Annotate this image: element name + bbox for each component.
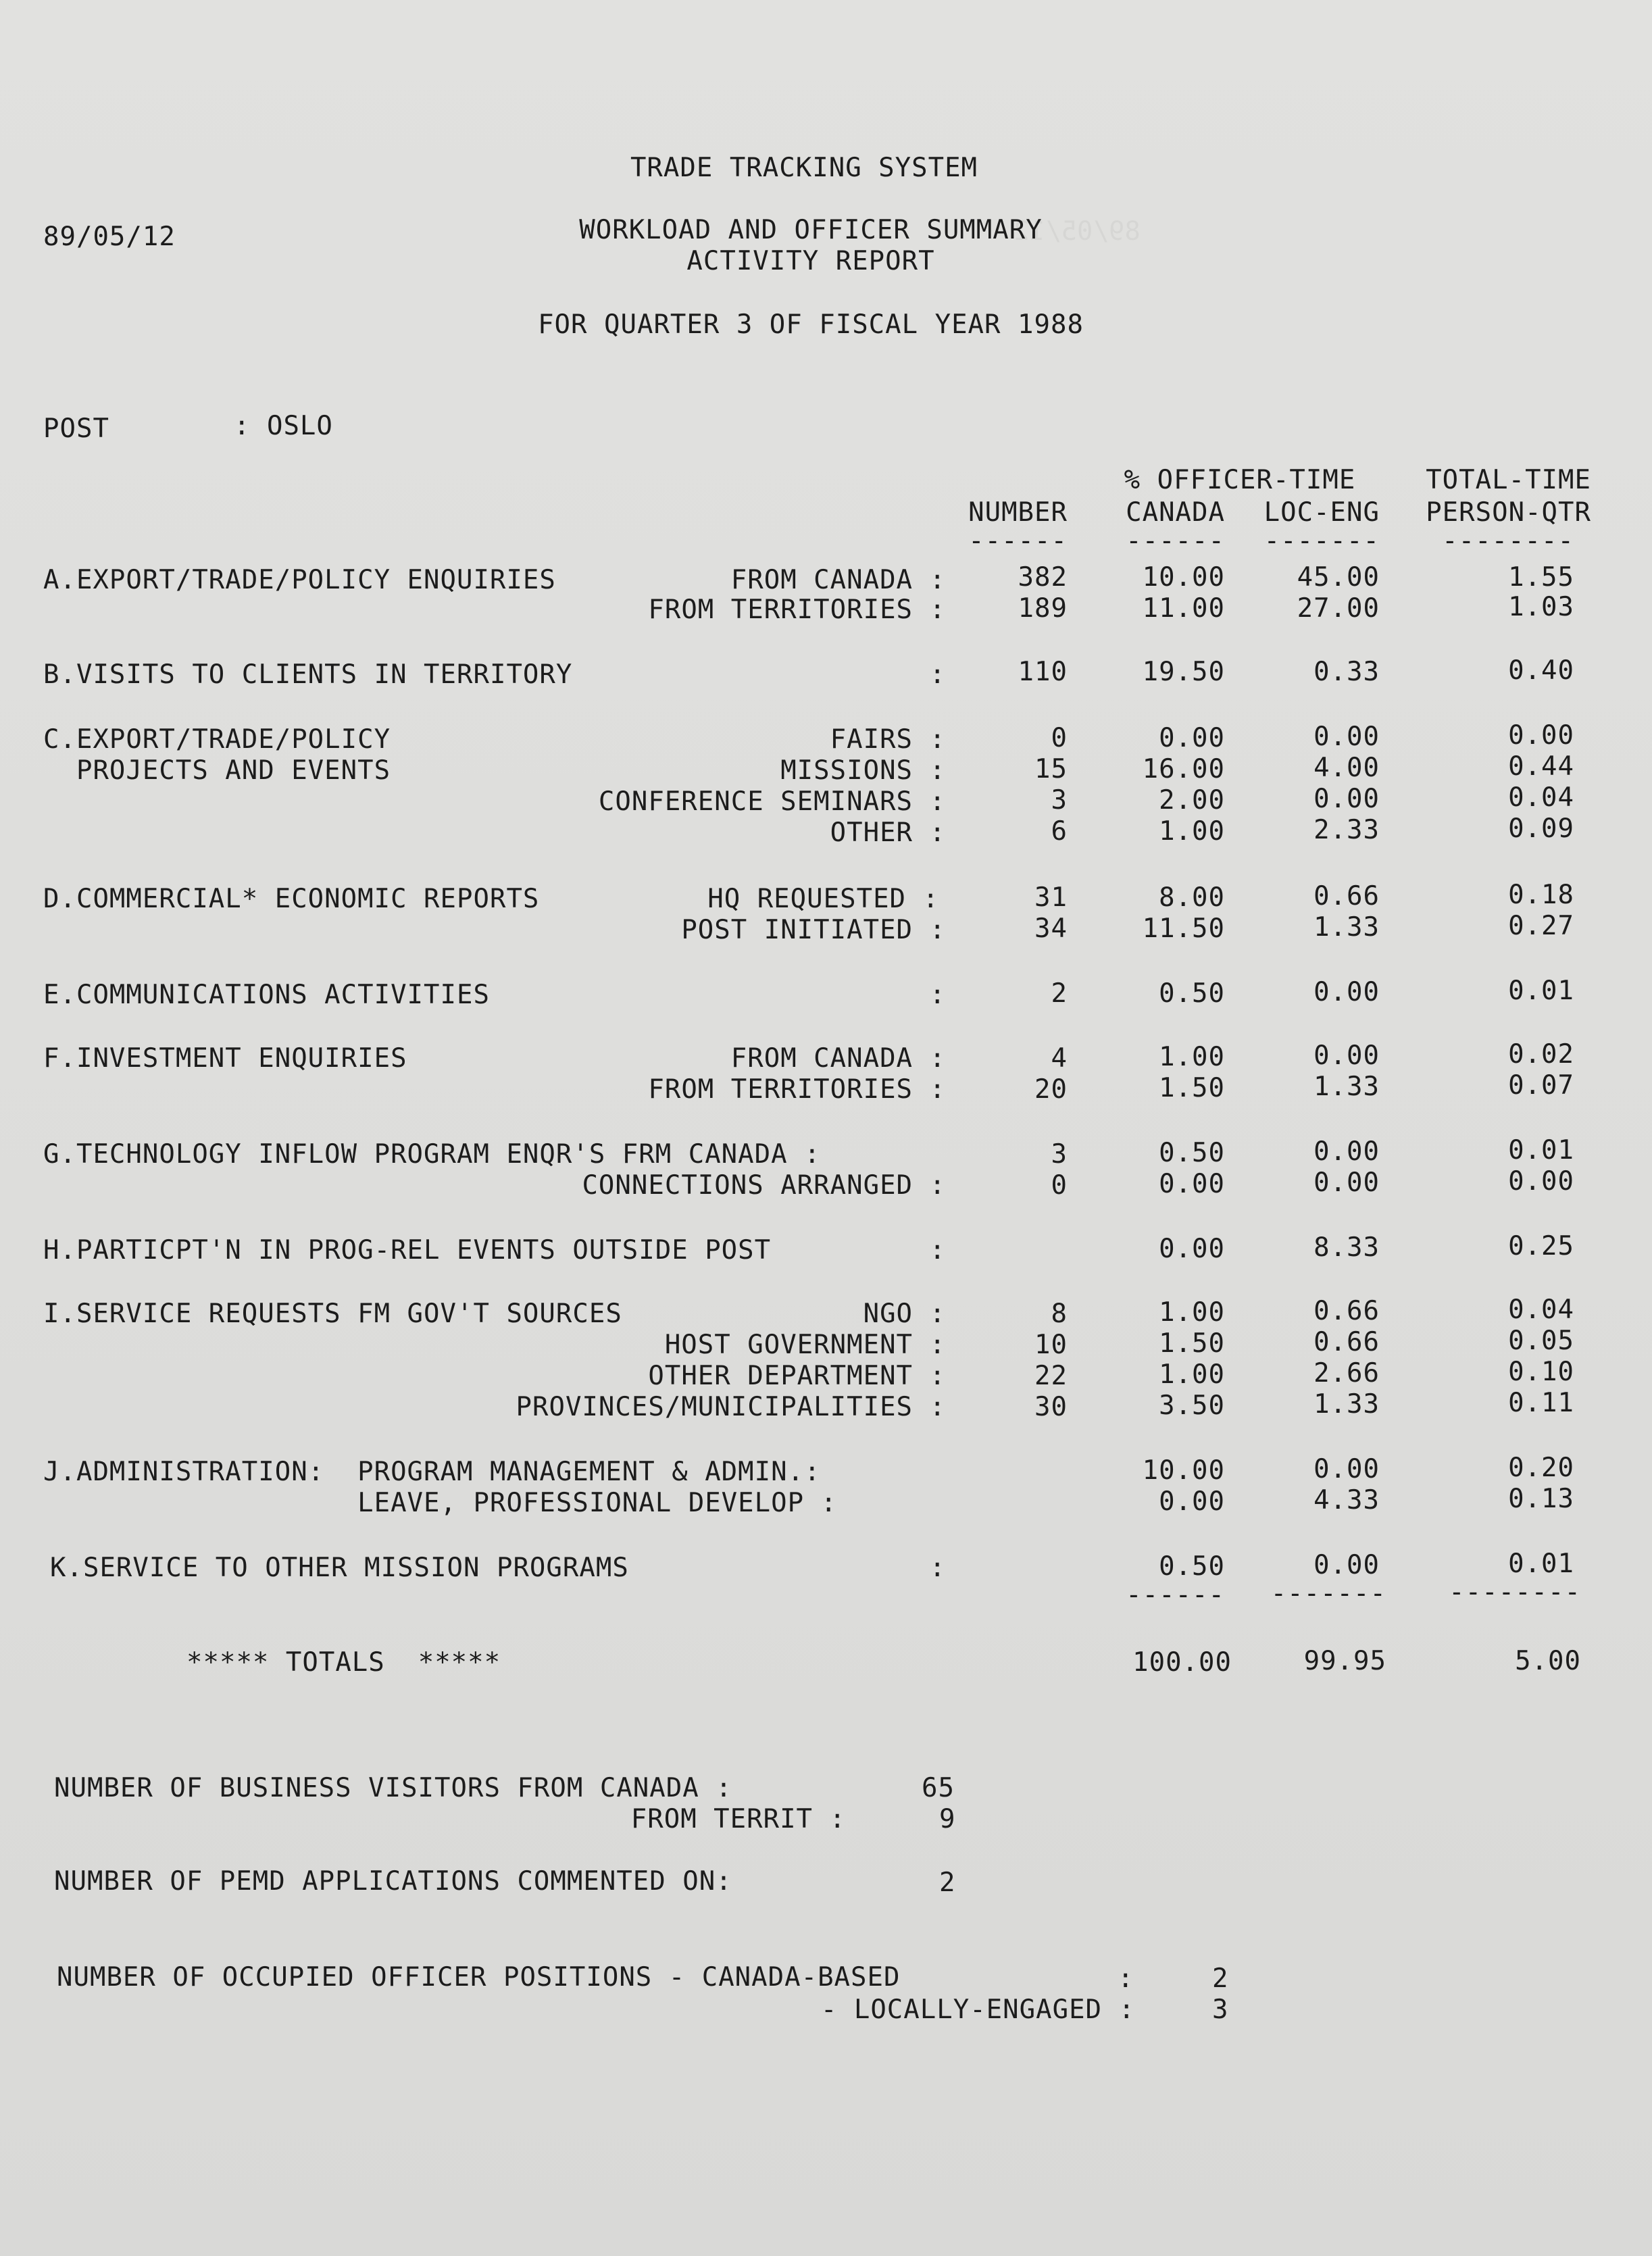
report-period: FOR QUARTER 3 OF FISCAL YEAR 1988	[538, 309, 1084, 340]
row-i-otherdept-sub: OTHER DEPARTMENT :	[648, 1361, 946, 1391]
row-c-missions-pct-canada: 16.00	[1142, 754, 1225, 784]
row-a-territories-number: 189	[1018, 593, 1068, 624]
row-i-host-number: 10	[1034, 1330, 1068, 1360]
rule-canada: ------	[1126, 526, 1225, 556]
system-title: TRADE TRACKING SYSTEM	[630, 153, 978, 183]
row-b-pct-canada: 19.50	[1142, 657, 1225, 687]
row-i-label: I.SERVICE REQUESTS FM GOV'T SOURCES	[43, 1299, 622, 1329]
row-i-provinces-person-qtr: 0.11	[1508, 1388, 1574, 1418]
row-h-person-qtr: 0.25	[1508, 1231, 1574, 1261]
row-g-connections-number: 0	[1051, 1170, 1068, 1201]
row-c-conference-pct-canada: 2.00	[1159, 785, 1225, 816]
row-d-post-pct-loceng: 1.33	[1313, 912, 1380, 943]
row-e-pct-loceng: 0.00	[1313, 977, 1380, 1007]
row-d-post-sub: POST INITIATED :	[681, 915, 946, 945]
row-k-person-qtr: 0.01	[1508, 1549, 1574, 1579]
row-f-label: F.INVESTMENT ENQUIRIES	[43, 1043, 407, 1074]
canada-header: CANADA	[1126, 497, 1225, 528]
row-c-conference-person-qtr: 0.04	[1508, 782, 1574, 813]
row-b-person-qtr: 0.40	[1508, 655, 1574, 686]
officer-positions-cb-colon: :	[1118, 1963, 1134, 1994]
row-b-sub: :	[929, 659, 946, 690]
totals-pct-canada: 100.00	[1132, 1647, 1232, 1678]
row-c-conference-number: 3	[1051, 785, 1068, 816]
total-time-header: TOTAL-TIME	[1426, 465, 1591, 495]
row-c-missions-pct-loceng: 4.00	[1313, 753, 1380, 783]
row-d-hq-sub: HQ REQUESTED :	[707, 884, 939, 914]
row-i-provinces-number: 30	[1034, 1392, 1068, 1422]
totals-label: ***** TOTALS *****	[186, 1647, 501, 1678]
row-j-leave-person-qtr: 0.13	[1508, 1484, 1574, 1514]
row-i-provinces-pct-loceng: 1.33	[1313, 1389, 1380, 1420]
business-visitors-territ-label: FROM TERRIT :	[630, 1804, 846, 1834]
row-c-fairs-person-qtr: 0.00	[1508, 720, 1574, 751]
pemd-applications-label: NUMBER OF PEMD APPLICATIONS COMMENTED ON:	[54, 1866, 732, 1897]
officer-positions-canada-based: 2	[1212, 1963, 1229, 1994]
row-i-otherdept-number: 22	[1034, 1361, 1068, 1391]
row-j-leave-pct-canada: 0.00	[1159, 1486, 1225, 1517]
row-g-connections-person-qtr: 0.00	[1508, 1166, 1574, 1197]
row-c-label-2: PROJECTS AND EVENTS	[43, 755, 391, 786]
row-g-number: 3	[1051, 1139, 1068, 1170]
row-a-canada-pct-canada: 10.00	[1142, 562, 1225, 593]
row-k-label: K.SERVICE TO OTHER MISSION PROGRAMS	[50, 1553, 629, 1583]
pct-officer-time-header: % OFFICER-TIME	[1124, 465, 1356, 495]
row-e-pct-canada: 0.50	[1159, 978, 1225, 1009]
post-label: POST	[43, 413, 109, 444]
row-g-connections-pct-canada: 0.00	[1159, 1169, 1225, 1199]
officer-positions-le-label: - LOCALLY-ENGAGED :	[820, 1995, 1135, 2025]
row-f-territories-sub: FROM TERRITORIES :	[648, 1074, 946, 1105]
row-c-fairs-pct-canada: 0.00	[1159, 723, 1225, 753]
row-g-connections-sub: CONNECTIONS ARRANGED :	[582, 1170, 946, 1201]
row-b-pct-loceng: 0.33	[1313, 657, 1380, 687]
row-c-fairs-sub: FAIRS :	[830, 724, 946, 755]
row-c-fairs-pct-loceng: 0.00	[1313, 722, 1380, 752]
row-i-host-pct-canada: 1.50	[1159, 1328, 1225, 1359]
row-a-canada-person-qtr: 1.55	[1508, 562, 1574, 593]
row-c-conference-sub: CONFERENCE SEMINARS :	[598, 786, 946, 817]
row-c-missions-number: 15	[1034, 754, 1068, 784]
row-h-pct-loceng: 8.33	[1313, 1232, 1380, 1263]
row-c-other-pct-canada: 1.00	[1159, 816, 1225, 847]
row-i-otherdept-person-qtr: 0.10	[1508, 1357, 1574, 1387]
business-visitors-territ: 9	[939, 1804, 956, 1834]
rule-number: ------	[968, 526, 1068, 556]
row-d-hq-pct-loceng: 0.66	[1313, 881, 1380, 911]
row-j-leave-pct-loceng: 4.33	[1313, 1485, 1380, 1515]
row-c-fairs-number: 0	[1051, 723, 1068, 753]
post-value: : OSLO	[234, 411, 333, 441]
row-g-connections-pct-loceng: 0.00	[1313, 1168, 1380, 1198]
row-g-person-qtr: 0.01	[1508, 1135, 1574, 1165]
report-date: 89/05/12	[43, 222, 176, 252]
row-c-other-sub: OTHER :	[830, 818, 946, 848]
row-i-provinces-pct-canada: 3.50	[1159, 1390, 1225, 1421]
row-a-canada-number: 382	[1018, 562, 1068, 593]
row-g-pct-loceng: 0.00	[1313, 1136, 1380, 1167]
totals-rule-person-qtr: --------	[1449, 1577, 1581, 1607]
row-k-pct-canada: 0.50	[1159, 1551, 1225, 1582]
row-d-hq-pct-canada: 8.00	[1159, 882, 1225, 913]
row-h-pct-canada: 0.00	[1159, 1234, 1225, 1264]
business-visitors-canada: 65	[922, 1773, 955, 1803]
pemd-applications-value: 2	[939, 1868, 956, 1898]
row-a-territories-pct-loceng: 27.00	[1297, 593, 1380, 624]
row-j-mgmt-pct-loceng: 0.00	[1313, 1454, 1380, 1484]
row-a-territories-pct-canada: 11.00	[1142, 593, 1225, 624]
row-e-number: 2	[1051, 978, 1068, 1009]
row-i-host-pct-loceng: 0.66	[1313, 1327, 1380, 1357]
row-a-canada-sub: FROM CANADA :	[730, 565, 946, 595]
row-f-territories-pct-canada: 1.50	[1159, 1073, 1225, 1103]
row-i-host-person-qtr: 0.05	[1508, 1326, 1574, 1356]
row-f-territories-number: 20	[1034, 1074, 1068, 1105]
rule-loc-eng: -------	[1263, 526, 1380, 556]
row-d-post-person-qtr: 0.27	[1508, 911, 1574, 941]
row-f-canada-person-qtr: 0.02	[1508, 1039, 1574, 1070]
row-j-leave-label: LEAVE, PROFESSIONAL DEVELOP :	[43, 1488, 838, 1518]
row-j-mgmt-pct-canada: 10.00	[1142, 1455, 1225, 1486]
rule-person-qtr: --------	[1442, 526, 1574, 556]
row-k-pct-loceng: 0.00	[1313, 1550, 1380, 1580]
row-d-post-pct-canada: 11.50	[1142, 913, 1225, 944]
row-c-label: C.EXPORT/TRADE/POLICY	[43, 724, 391, 755]
row-d-post-number: 34	[1034, 913, 1068, 944]
row-i-ngo-pct-canada: 1.00	[1159, 1297, 1225, 1328]
row-j-label: J.ADMINISTRATION: PROGRAM MANAGEMENT & ADMIN.:	[43, 1457, 821, 1487]
totals-pct-loc-eng: 99.95	[1303, 1646, 1386, 1676]
row-c-conference-pct-loceng: 0.00	[1313, 784, 1380, 814]
row-f-canada-pct-loceng: 0.00	[1313, 1041, 1380, 1071]
row-d-hq-number: 31	[1034, 882, 1068, 913]
row-i-ngo-sub: NGO :	[863, 1299, 946, 1329]
business-visitors-label: NUMBER OF BUSINESS VISITORS FROM CANADA :	[54, 1773, 732, 1803]
row-f-canada-number: 4	[1051, 1043, 1068, 1074]
row-i-ngo-pct-loceng: 0.66	[1313, 1296, 1380, 1326]
row-e-label: E.COMMUNICATIONS ACTIVITIES	[43, 980, 490, 1010]
row-a-territories-sub: FROM TERRITORIES :	[648, 595, 946, 625]
report-title-line-2: ACTIVITY REPORT	[686, 246, 935, 276]
row-i-otherdept-pct-loceng: 2.66	[1313, 1358, 1380, 1388]
row-e-sub: :	[929, 980, 946, 1010]
row-f-territories-pct-loceng: 1.33	[1313, 1072, 1380, 1102]
row-d-hq-person-qtr: 0.18	[1508, 880, 1574, 910]
totals-person-qtr: 5.00	[1515, 1646, 1581, 1676]
officer-positions-label: NUMBER OF OCCUPIED OFFICER POSITIONS - CANADA-BASED	[57, 1962, 901, 1992]
row-c-missions-sub: MISSIONS :	[780, 755, 946, 786]
row-i-ngo-number: 8	[1051, 1299, 1068, 1329]
row-h-sub: :	[929, 1235, 946, 1265]
row-a-canada-pct-loceng: 45.00	[1297, 562, 1380, 593]
row-g-label: G.TECHNOLOGY INFLOW PROGRAM ENQR'S FRM CANADA :	[43, 1139, 821, 1170]
row-e-person-qtr: 0.01	[1508, 976, 1574, 1006]
person-qtr-header: PERSON-QTR	[1426, 497, 1591, 528]
row-i-provinces-sub: PROVINCES/MUNICIPALITIES :	[516, 1392, 946, 1422]
row-k-sub: :	[929, 1553, 946, 1583]
loc-eng-header: LOC-ENG	[1263, 497, 1380, 528]
row-a-territories-person-qtr: 1.03	[1508, 592, 1574, 622]
row-c-other-person-qtr: 0.09	[1508, 813, 1574, 844]
row-i-ngo-person-qtr: 0.04	[1508, 1295, 1574, 1325]
row-g-pct-canada: 0.50	[1159, 1138, 1225, 1168]
row-c-other-number: 6	[1051, 816, 1068, 847]
row-f-canada-sub: FROM CANADA :	[730, 1043, 946, 1074]
row-b-label: B.VISITS TO CLIENTS IN TERRITORY	[43, 659, 573, 690]
row-c-missions-person-qtr: 0.44	[1508, 751, 1574, 782]
row-b-number: 110	[1018, 657, 1068, 687]
row-h-label: H.PARTICPT'N IN PROG-REL EVENTS OUTSIDE POST	[43, 1235, 772, 1265]
row-d-label: D.COMMERCIAL* ECONOMIC REPORTS	[43, 884, 540, 914]
number-header: NUMBER	[968, 497, 1068, 528]
row-i-host-sub: HOST GOVERNMENT :	[664, 1330, 946, 1360]
row-j-mgmt-person-qtr: 0.20	[1508, 1453, 1574, 1483]
row-f-territories-person-qtr: 0.07	[1508, 1070, 1574, 1101]
row-f-canada-pct-canada: 1.00	[1159, 1042, 1225, 1072]
totals-rule-loc-eng: -------	[1270, 1578, 1386, 1609]
row-c-other-pct-loceng: 2.33	[1313, 815, 1380, 845]
row-i-otherdept-pct-canada: 1.00	[1159, 1359, 1225, 1390]
totals-rule-canada: ------	[1126, 1580, 1225, 1610]
row-a-label: A.EXPORT/TRADE/POLICY ENQUIRIES	[43, 565, 556, 595]
report-title-line-1: WORKLOAD AND OFFICER SUMMARY	[579, 215, 1043, 245]
officer-positions-locally-engaged: 3	[1212, 1995, 1229, 2025]
